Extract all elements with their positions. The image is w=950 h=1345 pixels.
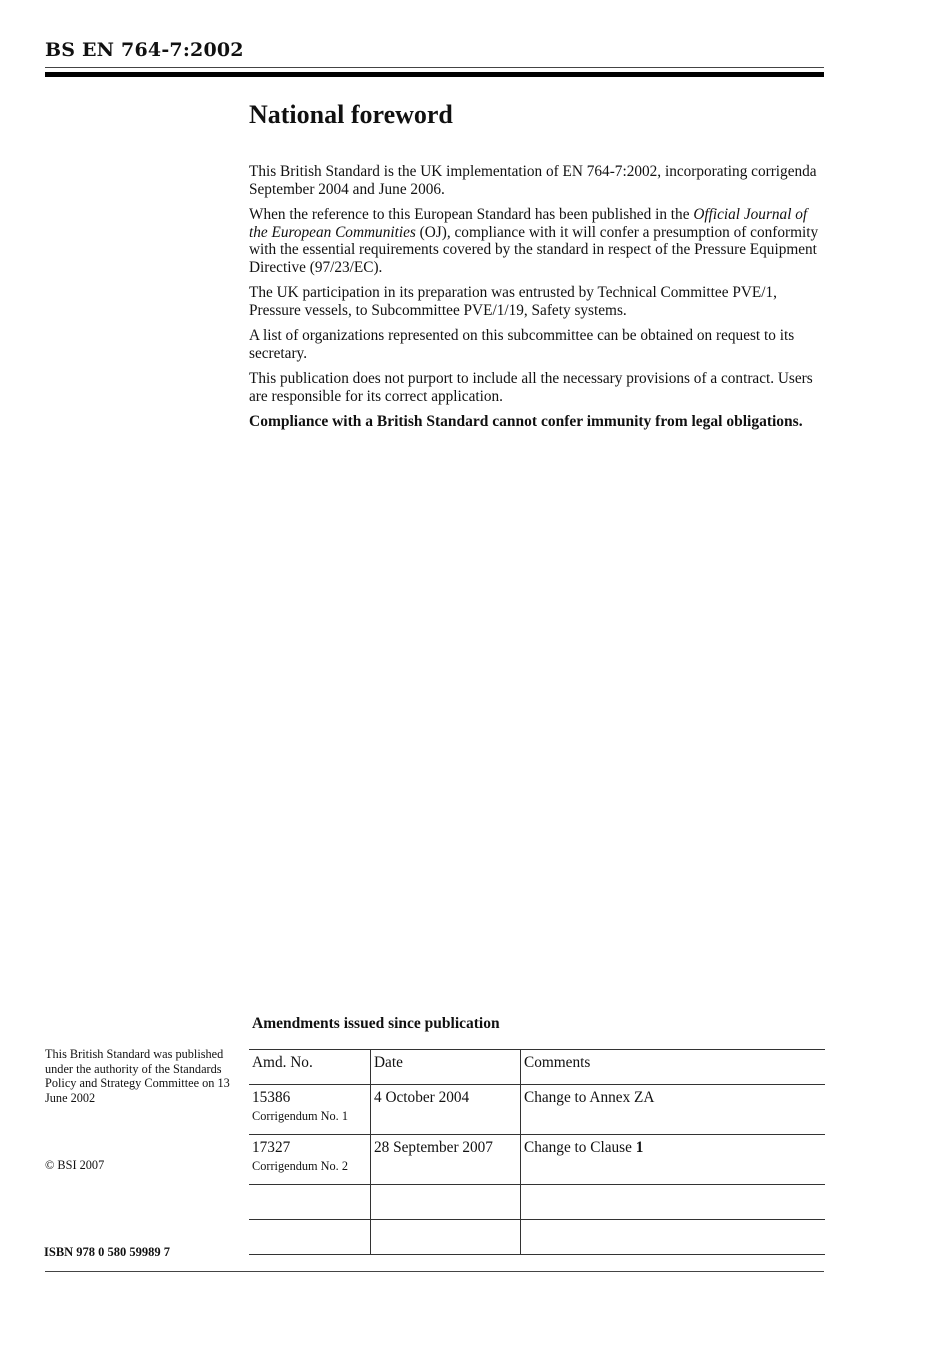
cell-empty — [249, 1220, 371, 1255]
paragraph-oj-reference — [249, 206, 829, 276]
cell-date: 28 September 2007 — [371, 1135, 521, 1185]
table-row-empty — [249, 1185, 825, 1220]
amd-number: 17327 — [252, 1139, 291, 1156]
document-code: BS EN 764-7:2002 — [45, 39, 244, 61]
oj-journal-title: Official Journal of the European Communities — [249, 206, 808, 241]
cell-date: 4 October 2004 — [371, 1085, 521, 1135]
cell-empty — [521, 1185, 826, 1220]
copyright: © BSI 2007 — [45, 1158, 105, 1172]
table-row — [249, 1085, 825, 1135]
foreword-body — [249, 163, 829, 439]
header-thin-rule — [45, 67, 824, 68]
oj-text-a: When the reference to this European Standard has been published in the — [249, 206, 694, 223]
cell-empty — [371, 1185, 521, 1220]
paragraph-provisions: This publication does not purport to include all the necessary provisions of a contract. Users are responsible for its correct application. — [249, 370, 813, 405]
isbn: ISBN 978 0 580 59989 7 — [44, 1245, 171, 1259]
page-title: National foreword — [249, 100, 453, 129]
publication-note: This British Standard was published under the authority of the Standards Policy and Strategy Committee on 13 June 2002 — [45, 1047, 230, 1105]
table-row-empty — [249, 1220, 825, 1255]
cell-amd-no — [249, 1085, 371, 1135]
amd-number: 15386 — [252, 1089, 291, 1106]
header-comments: Comments — [521, 1050, 826, 1085]
amendments-table — [249, 1049, 825, 1255]
paragraph-organizations: A list of organizations represented on this subcommittee can be obtained on request to its secretary. — [249, 327, 795, 362]
cell-comment — [521, 1135, 826, 1185]
comment-text: Change to Clause — [524, 1139, 636, 1156]
header-date: Date — [371, 1050, 521, 1085]
amd-note: Corrigendum No. 1 — [252, 1109, 348, 1123]
cell-amd-no — [249, 1135, 371, 1185]
paragraph-participation: The UK participation in its preparation was entrusted by Technical Committee PVE/1, Pressure vessels, to Subcommittee PVE/1/19, Safety systems. — [249, 284, 777, 319]
paragraph-implementation: This British Standard is the UK implementation of EN 764-7:2002, incorporating corrigenda September 2004 and June 2006. — [249, 163, 817, 198]
header-thick-rule — [45, 72, 824, 77]
comment-text: Change to Annex ZA — [524, 1089, 655, 1106]
table-row — [249, 1135, 825, 1185]
table-header-row — [249, 1050, 825, 1085]
amendments-title: Amendments issued since publication — [252, 1015, 500, 1032]
cell-empty — [371, 1220, 521, 1255]
footer-rule — [45, 1271, 824, 1272]
header-amd-no: Amd. No. — [249, 1050, 371, 1085]
cell-empty — [521, 1220, 826, 1255]
cell-comment — [521, 1085, 826, 1135]
paragraph-compliance: Compliance with a British Standard cannot confer immunity from legal obligations. — [249, 413, 803, 430]
amd-note: Corrigendum No. 2 — [252, 1159, 348, 1173]
oj-text-b: (OJ), compliance with it will confer a presumption of conformity with the essential requirements covered by the standard in respect of the Pressure Equipment Directive (97/23/EC). — [249, 223, 819, 276]
cell-empty — [249, 1185, 371, 1220]
comment-bold: 1 — [635, 1139, 644, 1156]
